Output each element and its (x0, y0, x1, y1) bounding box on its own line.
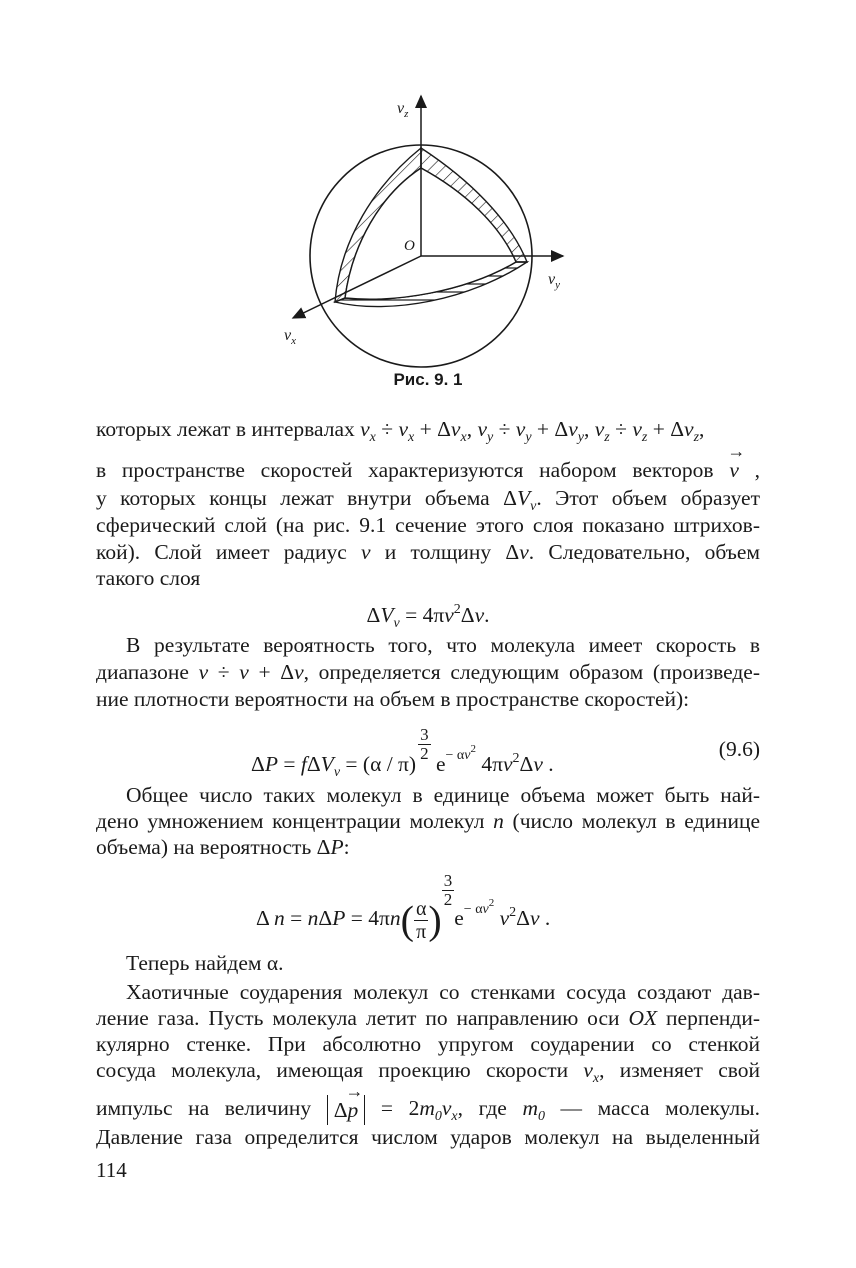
text-line: у которых концы лежат внутри объема $\Delta V_v$. Этот объем образует (96, 486, 760, 514)
equation-volume: $\Delta V_v = 4\pi v^2\Delta v$. (366, 602, 490, 631)
text-line: кулярно стенке. При абсолютно упругом соударении со стенкой (96, 1032, 760, 1056)
page-number: 114 (96, 1158, 127, 1182)
text-line: Теперь найдем α. (126, 951, 284, 975)
text-line: диапазоне v ÷ v + Δv, определяется следующим образом (произведе- (96, 660, 760, 684)
label-vy: $v_y$ (548, 271, 560, 291)
text-line: Общее число таких молекул в единице объема может быть най- (126, 783, 760, 807)
text-line: в пространстве скоростей характеризуются набором векторов → v , (96, 457, 760, 484)
text-line: дено умножением концентрации молекул n (число молекул в единице (96, 809, 760, 833)
equation-number: (9.6) (718, 737, 760, 761)
figure-9-1 (0, 0, 856, 400)
text-line: Хаотичные соударения молекул со стенками сосуда создают дав- (126, 980, 760, 1004)
text-line: ние плотности вероятности на объем в пространстве скоростей): (96, 687, 690, 711)
equation-dn: Δ n = nΔP = 4πn( $\frac{\alpha}{\pi}$ ) $\frac{3}{2}$ $e^{- \alpha v^2}$ $v^2\Delta v$ . (256, 870, 551, 943)
text-line: импульс на величину $\Delta\to p = 2m_0v_x$, где $m_0$ — масса молекулы. (96, 1095, 760, 1130)
text-line: В результате вероятность того, что молекула имеет скорость в (126, 633, 760, 657)
text-line: объема) на вероятность ΔP: (96, 835, 350, 859)
label-origin: O (404, 238, 415, 254)
text-line: которых лежат в интервалах $v_x \div v_x + \Delta v_x$, $v_y \div v_y + \Delta v_y$, $v_z \div v_z + \Delta v_z$, (96, 417, 705, 445)
text-line: такого слоя (96, 566, 201, 590)
label-vx: $v_x$ (284, 327, 296, 347)
text-line: Давление газа определится числом ударов молекул на выделенный (96, 1125, 760, 1149)
text-line: сферический слой (на рис. 9.1 сечение этого слоя показано штрихов- (96, 513, 760, 537)
label-vz: $v_z$ (397, 100, 409, 120)
momentum-abs: Δ→ p (327, 1095, 366, 1125)
figure-caption: Рис. 9. 1 (393, 370, 463, 389)
text-line: ление газа. Пусть молекула летит по направлению оси OX перпенди- (96, 1006, 760, 1030)
velocity-sphere-diagram (0, 0, 856, 400)
equation-9-6: ΔP = fΔV$_v$ = (α / π) $\frac{3}{2}$ $e^{- \alpha v^2}$ $4\pi v^2\Delta v$ . (9.6) (251, 724, 760, 780)
text-line: сосуда молекула, имеющая проекцию скорости $v_x$, изменяет свой (96, 1058, 760, 1086)
text-line: кой). Слой имеет радиус v и толщину Δv. Следовательно, объем (96, 540, 760, 564)
